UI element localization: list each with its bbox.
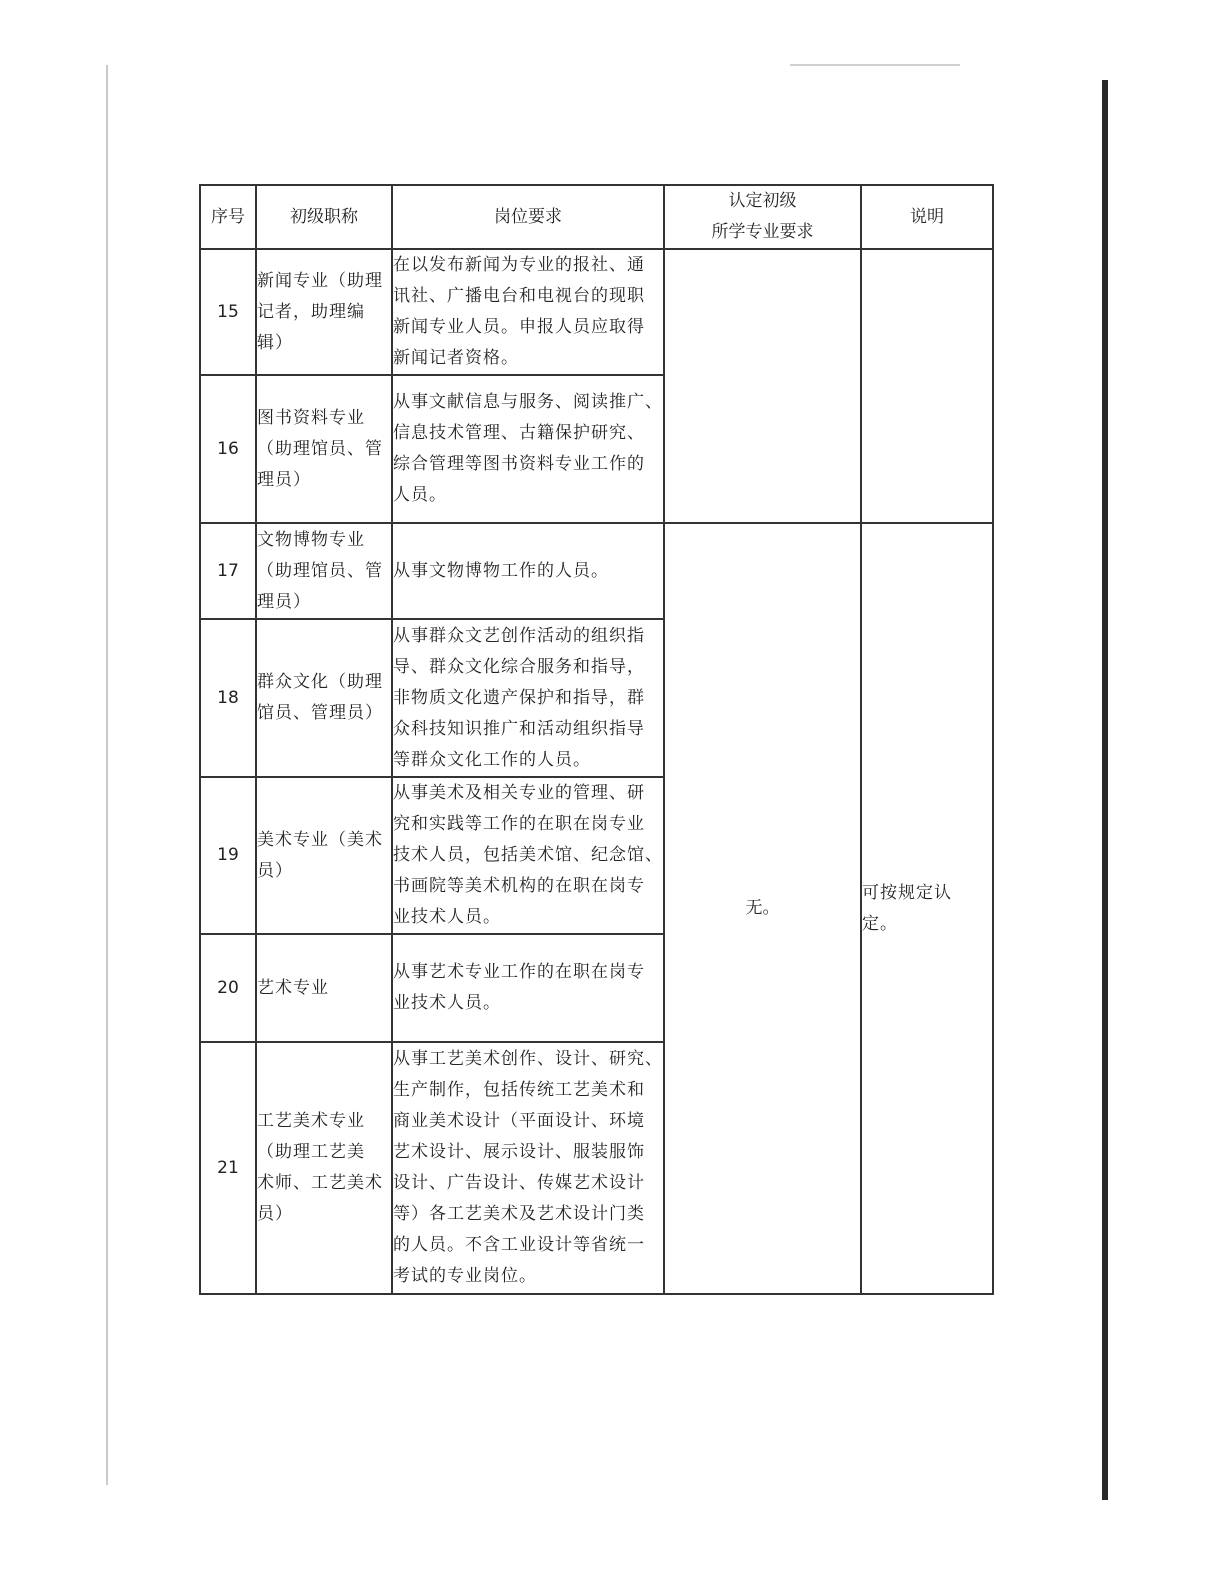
row-title: 群众文化（助理 馆员、管理员） — [256, 619, 392, 777]
table-row — [200, 249, 993, 375]
table-header-row — [200, 185, 993, 249]
row-seq: 21 — [200, 1042, 256, 1294]
page-edge-right — [1102, 80, 1108, 1500]
row-seq: 19 — [200, 777, 256, 934]
row-seq: 18 — [200, 619, 256, 777]
row-seq: 17 — [200, 523, 256, 619]
row-title: 美术专业（美术 员） — [256, 777, 392, 934]
note-cell-15-16 — [861, 249, 993, 523]
row-seq: 16 — [200, 375, 256, 523]
row-title: 工艺美术专业 （助理工艺美 术师、工艺美术 员） — [256, 1042, 392, 1294]
header-note: 说明 — [861, 185, 993, 249]
row-requirement: 从事文献信息与服务、阅读推广、 信息技术管理、古籍保护研究、 综合管理等图书资料专业工作的 人员。 — [392, 375, 664, 523]
row-title: 图书资料专业 （助理馆员、管 理员） — [256, 375, 392, 523]
major-cell-15-16 — [664, 249, 861, 523]
row-title: 艺术专业 — [256, 934, 392, 1042]
row-title: 新闻专业（助理 记者，助理编 辑） — [256, 249, 392, 375]
row-requirement: 在以发布新闻为专业的报社、通 讯社、广播电台和电视台的现职 新闻专业人员。申报人员应取得 新闻记者资格。 — [392, 249, 664, 375]
header-requirement: 岗位要求 — [392, 185, 664, 249]
note-cell-17-21: 可按规定认 定。 — [861, 523, 993, 1294]
header-major-line2: 所学专业要求 — [711, 222, 814, 242]
major-cell-17-21: 无。 — [664, 523, 861, 1294]
table-row — [200, 523, 993, 619]
row-requirement: 从事群众文艺创作活动的组织指 导、群众文化综合服务和指导， 非物质文化遗产保护和指导，群 众科技知识推广和活动组织指导 等群众文化工作的人员。 — [392, 619, 664, 777]
title-requirements-table — [199, 184, 994, 1295]
page-edge-left — [106, 65, 108, 1485]
header-title: 初级职称 — [256, 185, 392, 249]
row-seq: 15 — [200, 249, 256, 375]
row-requirement: 从事工艺美术创作、设计、研究、 生产制作，包括传统工艺美术和 商业美术设计（平面设计、环境 艺术设计、展示设计、服装服饰 设计、广告设计、传媒艺术设计 等）各工艺美术及艺术设计门类 的人员。不含工业设计等省统一 考试的专业岗位。 — [392, 1042, 664, 1294]
row-requirement: 从事文物博物工作的人员。 — [392, 523, 664, 619]
row-requirement: 从事艺术专业工作的在职在岗专 业技术人员。 — [392, 934, 664, 1042]
row-title: 文物博物专业 （助理馆员、管 理员） — [256, 523, 392, 619]
header-major-line1: 认定初级 — [728, 191, 797, 211]
header-seq: 序号 — [200, 185, 256, 249]
row-requirement: 从事美术及相关专业的管理、研 究和实践等工作的在职在岗专业 技术人员，包括美术馆、纪念馆、 书画院等美术机构的在职在岗专 业技术人员。 — [392, 777, 664, 934]
page-edge-top — [790, 64, 960, 66]
row-seq: 20 — [200, 934, 256, 1042]
header-major — [664, 185, 861, 249]
